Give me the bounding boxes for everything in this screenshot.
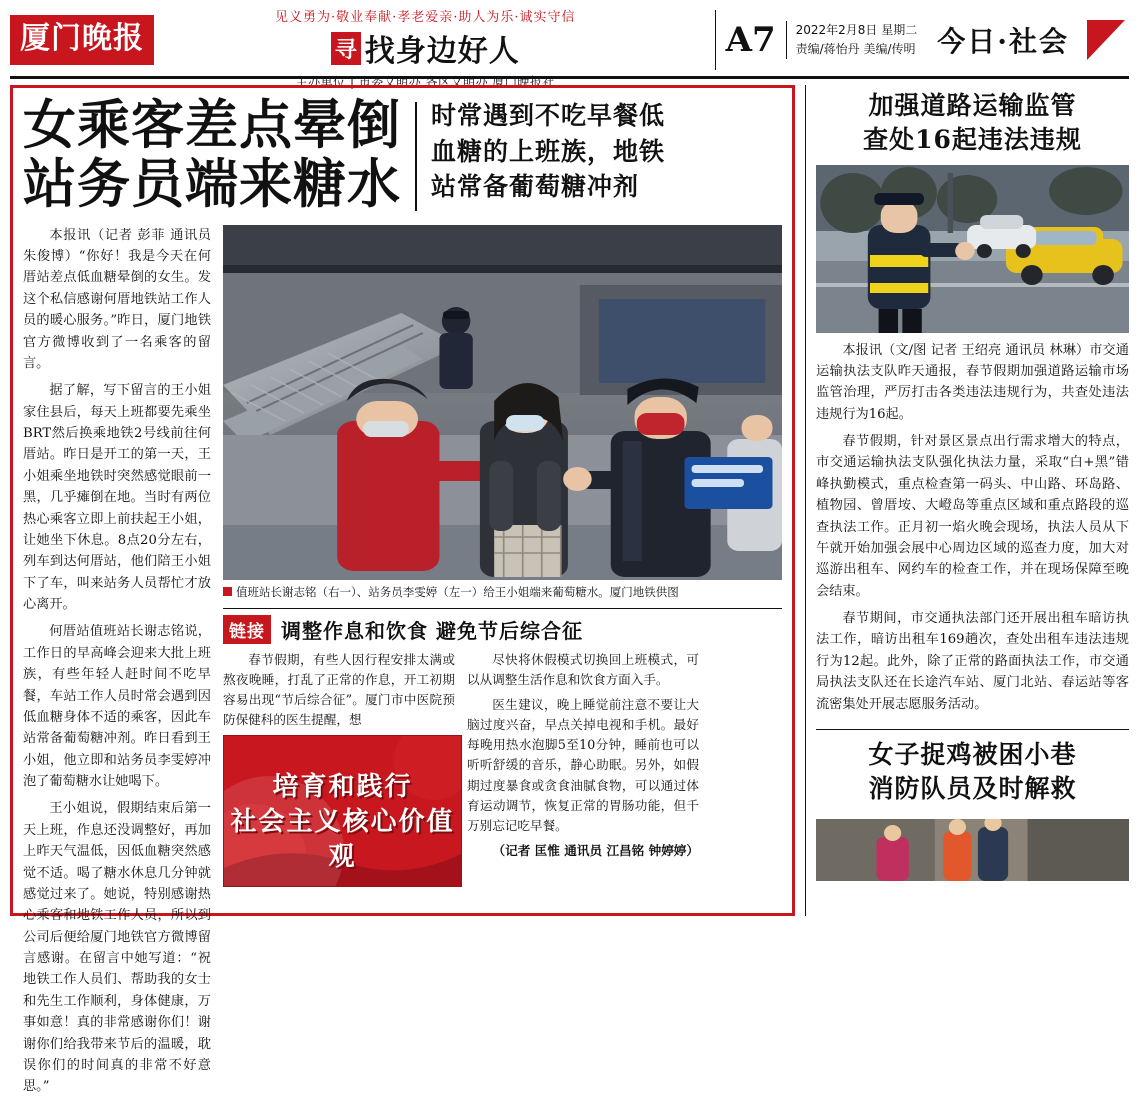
column-separator [805,85,806,916]
campaign-slogan: 见义勇为·敬业奉献·孝老爱亲·助人为乐·诚实守信 [275,10,576,25]
newspaper-logo-text: 厦门晚报 [10,15,154,65]
masthead-right [726,4,1129,76]
page-number: A7 [725,20,776,60]
main-photo-area [223,225,782,1104]
right-column-divider [816,729,1129,730]
right-photo-art [816,165,1129,333]
photo-figure-background [439,307,472,389]
masthead-divider [715,10,716,70]
link-paragraph: 尽快将休假模式切换回上班模式，可以从调整生活作息和饮食方面入手。 [467,651,699,687]
campaign-title: 找身边好人 [364,34,520,69]
caption-text: 值班站长谢志铭（右一）、站务员李雯婷（左一）给王小姐端来葡萄糖水。厦门地铁供图 [236,584,679,599]
main-headline-line2: 站务员端来糖水 [23,153,401,216]
right-story-2-headline-line1: 女子捉鸡被困小巷 [868,739,1077,769]
value-poster [223,735,462,887]
right-story-2-headline [816,738,1129,806]
right-story-1-headline-line1: 加强道路运输监管 [868,91,1077,120]
campaign-seek-badge: 寻 [331,32,361,65]
poster-line-2: 社会主义核心价值观 [230,807,455,873]
article-paragraph: 据了解，写下留言的王小姐家住县后，每天上班都要先乘坐BRT然后换乘地铁2号线前往何厝站。昨日是开工的第一天，王小姐乘坐地铁时突然感觉眼前一黑，几乎瘫倒在地。当时有两位热心乘客立即上前扶起王小姐，让她坐下休息。8点20分左右，列车到达何厝站，他们陪王小姐下了车，叫来站务人员帮忙才放心离开。 [23,383,211,613]
section-title: 今日·社会 [937,25,1069,58]
article-paragraph: 何厝站值班站长谢志铭说，工作日的早高峰会迎来大批上班族，有些年轻人赶时间不吃早餐，车站工作人员时常会遇到因低血糖身体不适的乘客，因此车站常备葡萄糖冲剂。昨日看到王小姐，他立即和站务员李雯婷冲泡了葡萄糖水让她喝下。 [23,624,211,790]
link-column-2 [467,650,699,888]
page-body [0,79,1139,1095]
link-box-title: 调整作息和饮食 避免节后综合征 [281,618,583,643]
article-paragraph: 王小姐说，假期结束后第一天上班，作息还没调整好，再加上昨天气温低，因低血糖突然感觉不适。喝了糖水休息几分钟就感觉过来了。她说，特别感谢热心乘客和地铁工作人员，所以到公司后便给厦门地铁官方微博留言感谢。在留言中她写道：“祝地铁工作人员们、帮助我的女士和先生工作顺利，身体健康，万事如意！真的非常感谢你们！谢谢你们给我带来节后的温暖，耽误你们的时间真的非常不好意思。” [23,801,211,1095]
article-text-column [23,225,211,1104]
right-story-1-photo [816,165,1129,333]
right-story-1-body [816,340,1129,721]
poster-line-1: 培育和践行 [272,772,413,803]
link-byline: （记者 匡惟 通讯员 江昌铭 钟婷婷） [492,842,699,858]
main-subheadline: 时常遇到不吃早餐低血糖的上班族，地铁站常备葡萄糖冲剂 [431,101,666,201]
link-box-body [223,650,782,888]
link-box-header [223,615,782,644]
issue-date: 2022年2月8日 星期二 [795,23,918,38]
link-paragraph: 春节假期，有些人因行程安排太满或熬夜晚睡，打乱了正常的作息，开工初期容易出现“节后综合征”。厦门市中医院预防保健科的医生提醒，想 [223,651,455,728]
issue-credits: 责编/蒋怡丹 美编/传明 [795,42,916,56]
article-paragraph: 本报讯（记者 彭菲 通讯员 朱俊博）“你好！我是今天在何厝站差点低血糖晕倒的女生。发这个私信感谢何厝地铁站工作人员的暖心服务。”昨日，厦门地铁官方微博收到了一名乘客的留言。 [23,227,211,371]
campaign-title-row [331,26,520,70]
main-photo [223,225,782,580]
right-paragraph: 本报讯（文/图 记者 王绍亮 通讯员 林琳）市交通运输执法支队昨天通报，春节假期加强道路运输市场监管治理，严厉打击各类违法违规行为，共查处违法违规行为16起。 [816,342,1129,422]
poster-text [224,770,461,875]
right-paragraph: 春节期间，市交通执法部门还开展出租车暗访执法工作，暗访出租车169趟次，查处出租车违法违规行为12起。此外，除了正常的路面执法工作，市交通局执法支队还在长途汽车站、厦门北站、春运站等客流密集处开展志愿服务活动。 [816,611,1129,712]
right-photo-2-art [816,819,1129,881]
main-headline-block [23,96,782,215]
link-paragraph: 医生建议，晚上睡觉前注意不要让大脑过度兴奋，早点关掉电视和手机。最好每晚用热水泡脚5至10分钟，睡前也可以听听舒缓的音乐，静心助眠。另外，如假期过度暴食或贪食油腻食物，可以通过体育运动调节，恢复正常的胃肠功能，但千万别忘记吃早餐。 [467,697,699,833]
right-paragraph: 春节假期，针对景区景点出行需求增大的特点，市交通运输执法支队强化执法力量，采取“白+黑”错峰执勤模式，重点检查第一码头、中山路、环岛路、植物园、曾厝垵、大嶝岛等重点区域和重点路段的巡查执法工作。正月初一焰火晚会现场，执法人员从下午就开始加强会展中心周边区域的巡查力度，加大对巡游出租车、网约车的检查工作，并在现场保障至晚会结束。 [816,434,1129,599]
red-triangle-icon [1087,20,1125,60]
right-story-1-headline-line2: 查处16起违法违规 [863,124,1082,154]
campaign-organizers: 主办单位 | 市委文明办 各区文明办 厦门晚报社 [295,75,555,89]
main-article-body [23,225,782,1104]
right-column [816,85,1129,916]
right-story-2-headline-line2: 消防队员及时解救 [868,773,1077,803]
masthead-campaign [146,4,705,89]
link-box-tag: 链接 [223,615,271,644]
masthead [0,0,1139,89]
main-photo-art [223,225,782,580]
right-story-2-photo [816,819,1129,881]
newspaper-logo [10,4,146,76]
main-headline [23,96,401,215]
link-column-1 [223,650,455,888]
main-article-frame [10,85,795,1095]
right-story-1-headline [816,89,1129,157]
main-headline-line1: 女乘客差点晕倒 [23,94,401,156]
main-photo-caption [223,584,782,600]
caption-marker-icon [223,587,232,596]
headline-separator [415,102,417,211]
issue-info [786,21,918,58]
link-box [223,608,782,888]
